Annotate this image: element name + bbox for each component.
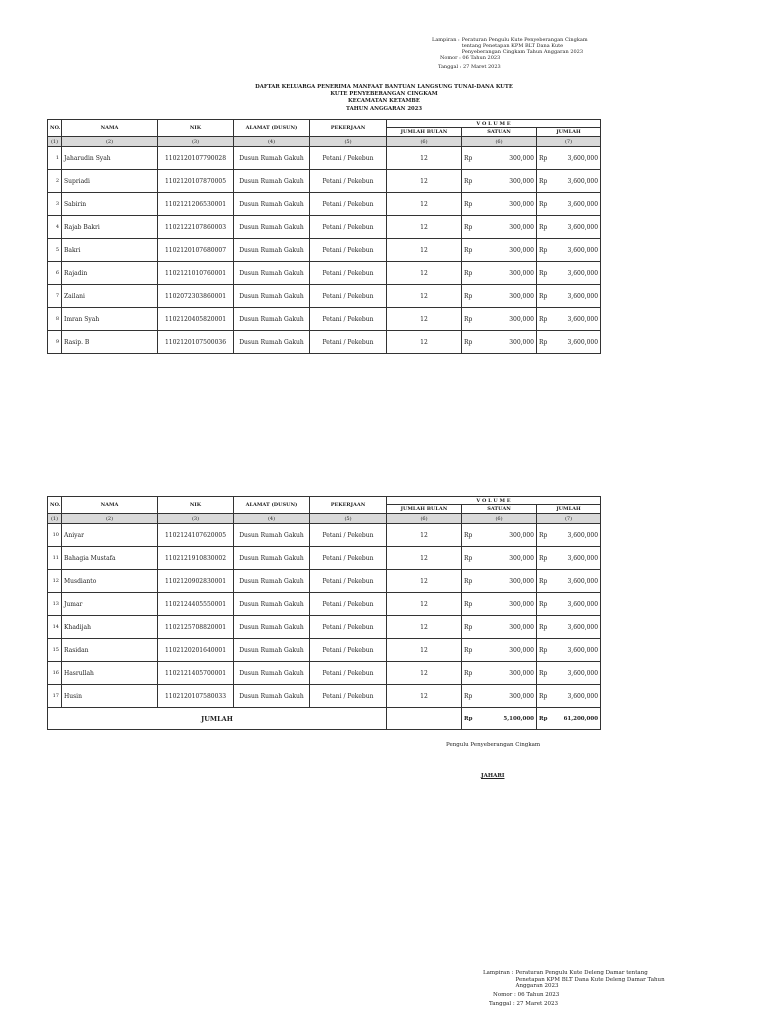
lampiran-label: Lampiran : (483, 970, 514, 976)
row-pekerjaan: Petani / Pekebun (310, 216, 387, 239)
row-jumlah-cell (537, 547, 601, 570)
row-nama: Supriadi (62, 170, 158, 193)
row-rp: Rp (539, 200, 548, 208)
col-jumlah-bulan: JUMLAH BULAN (387, 128, 462, 137)
num-label: (6) (387, 137, 462, 147)
row-no: 9 (48, 331, 62, 354)
row-satuan: 300,000 (509, 292, 534, 300)
row-satuan: 300,000 (509, 692, 534, 700)
row-rp: Rp (539, 669, 548, 677)
row-satuan-cell (462, 524, 537, 547)
table-row (48, 616, 601, 639)
row-satuan-cell (462, 147, 537, 170)
row-pekerjaan: Petani / Pekebun (310, 570, 387, 593)
row-bulan: 12 (387, 547, 462, 570)
table-row (48, 170, 601, 193)
row-nama: Rasip. B (62, 331, 158, 354)
total-row (48, 708, 601, 730)
row-jumlah-cell (537, 662, 601, 685)
row-rp: Rp (539, 646, 548, 654)
row-bulan: 12 (387, 147, 462, 170)
row-alamat: Dusun Rumah Gakuh (234, 193, 310, 216)
row-satuan-cell (462, 570, 537, 593)
row-nama: Jaharudin Syah (62, 147, 158, 170)
num-label: (4) (234, 137, 310, 147)
column-number-row (48, 514, 601, 524)
table-row (48, 193, 601, 216)
row-rp: Rp (539, 600, 548, 608)
row-pekerjaan: Petani / Pekebun (310, 239, 387, 262)
row-no: 16 (48, 662, 62, 685)
row-satuan: 300,000 (509, 600, 534, 608)
row-satuan-cell (462, 685, 537, 708)
row-bulan: 12 (387, 285, 462, 308)
row-no: 5 (48, 239, 62, 262)
row-alamat: Dusun Rumah Gakuh (234, 308, 310, 331)
row-jumlah-cell (537, 216, 601, 239)
row-nama: Bakri (62, 239, 158, 262)
row-jumlah: 3,600,000 (567, 554, 599, 562)
row-bulan: 12 (387, 685, 462, 708)
num-label: (6) (387, 514, 462, 524)
column-number-row (48, 137, 601, 147)
row-alamat: Dusun Rumah Gakuh (234, 616, 310, 639)
row-satuan: 300,000 (509, 154, 534, 162)
signature-title: Pengulu Penyeberangan Cingkam (446, 742, 541, 748)
row-rp: Rp (464, 623, 473, 631)
row-jumlah-cell (537, 239, 601, 262)
table-row (48, 262, 601, 285)
row-rp: Rp (464, 154, 473, 162)
row-nama: Rasidan (62, 639, 158, 662)
total-jumlah-cell (537, 708, 601, 730)
row-rp: Rp (464, 669, 473, 677)
row-nik: 1102125708820001 (158, 616, 234, 639)
row-jumlah: 3,600,000 (567, 200, 599, 208)
num-label: (7) (537, 137, 601, 147)
row-satuan: 300,000 (509, 623, 534, 631)
row-alamat: Dusun Rumah Gakuh (234, 262, 310, 285)
num-label: (5) (310, 514, 387, 524)
num-label: (3) (158, 514, 234, 524)
total-rp-1: Rp (464, 715, 473, 722)
row-pekerjaan: Petani / Pekebun (310, 547, 387, 570)
row-satuan-cell (462, 285, 537, 308)
row-no: 7 (48, 285, 62, 308)
num-label: (7) (537, 514, 601, 524)
tanggal-text: Tanggal : 27 Maret 2023 (489, 1001, 558, 1007)
table-row (48, 331, 601, 354)
row-pekerjaan: Petani / Pekebun (310, 331, 387, 354)
row-nik: 1102120107790028 (158, 147, 234, 170)
row-rp: Rp (539, 577, 548, 585)
row-satuan-cell (462, 239, 537, 262)
row-satuan-cell (462, 216, 537, 239)
total-jumlah: 61,200,000 (563, 715, 599, 722)
col-volume: V O L U M E (387, 497, 601, 505)
num-label: (4) (234, 514, 310, 524)
row-pekerjaan: Petani / Pekebun (310, 639, 387, 662)
row-rp: Rp (539, 692, 548, 700)
row-jumlah: 3,600,000 (567, 600, 599, 608)
row-rp: Rp (464, 600, 473, 608)
row-rp: Rp (539, 292, 548, 300)
col-jumlah: JUMLAH (537, 505, 601, 514)
num-label: (6) (462, 137, 537, 147)
row-nama: Husin (62, 685, 158, 708)
row-satuan: 300,000 (509, 269, 534, 277)
col-jumlah: JUMLAH (537, 128, 601, 137)
table-row (48, 147, 601, 170)
doc-village: KUTE PENYEBERANGAN CINGKAM (330, 91, 438, 97)
row-jumlah: 3,600,000 (567, 177, 599, 185)
row-nama: Musdianto (62, 570, 158, 593)
row-alamat: Dusun Rumah Gakuh (234, 524, 310, 547)
col-nik: NIK (158, 497, 234, 514)
row-bulan: 12 (387, 662, 462, 685)
col-nik: NIK (158, 120, 234, 137)
row-jumlah: 3,600,000 (567, 338, 599, 346)
table-row (48, 639, 601, 662)
table-row (48, 524, 601, 547)
row-nama: Rajab Bakri (62, 216, 158, 239)
col-no: NO. (48, 120, 62, 137)
row-rp: Rp (539, 269, 548, 277)
row-jumlah-cell (537, 616, 601, 639)
col-satuan: SATUAN (462, 128, 537, 137)
row-nama: Aniyar (62, 524, 158, 547)
row-nik: 1102121405700001 (158, 662, 234, 685)
row-pekerjaan: Petani / Pekebun (310, 308, 387, 331)
table-row (48, 285, 601, 308)
row-satuan: 300,000 (509, 531, 534, 539)
row-nama: Imran Syah (62, 308, 158, 331)
table-row (48, 547, 601, 570)
doc-year: TAHUN ANGGARAN 2023 (345, 106, 423, 112)
num-label: (1) (48, 514, 62, 524)
total-satuan: 5,100,000 (503, 715, 534, 722)
table-row (48, 662, 601, 685)
row-alamat: Dusun Rumah Gakuh (234, 570, 310, 593)
row-bulan: 12 (387, 239, 462, 262)
row-alamat: Dusun Rumah Gakuh (234, 239, 310, 262)
row-no: 13 (48, 593, 62, 616)
row-pekerjaan: Petani / Pekebun (310, 685, 387, 708)
row-satuan-cell (462, 193, 537, 216)
row-no: 12 (48, 570, 62, 593)
col-alamat: ALAMAT (DUSUN) (234, 497, 310, 514)
row-no: 10 (48, 524, 62, 547)
row-jumlah: 3,600,000 (567, 692, 599, 700)
row-bulan: 12 (387, 524, 462, 547)
row-bulan: 12 (387, 308, 462, 331)
row-no: 6 (48, 262, 62, 285)
nomor-text: Nomor : 06 Tahun 2023 (493, 991, 560, 998)
row-pekerjaan: Petani / Pekebun (310, 262, 387, 285)
row-rp: Rp (539, 315, 548, 323)
total-bulan-cell (387, 708, 462, 730)
row-pekerjaan: Petani / Pekebun (310, 616, 387, 639)
row-jumlah: 3,600,000 (567, 269, 599, 277)
row-no: 4 (48, 216, 62, 239)
row-nik: 1102072303860001 (158, 285, 234, 308)
num-label: (2) (62, 137, 158, 147)
beneficiary-table-2 (47, 496, 601, 730)
row-nik: 1102120107580033 (158, 685, 234, 708)
row-nama: Sabirin (62, 193, 158, 216)
row-rp: Rp (464, 292, 473, 300)
row-jumlah-cell (537, 285, 601, 308)
beneficiary-table-1 (47, 119, 601, 354)
row-rp: Rp (539, 154, 548, 162)
col-nama: NAMA (62, 120, 158, 137)
nomor-text: Nomor : 06 Tahun 2023 (440, 55, 501, 61)
row-rp: Rp (464, 223, 473, 231)
row-no: 17 (48, 685, 62, 708)
row-satuan: 300,000 (509, 554, 534, 562)
row-rp: Rp (539, 531, 548, 539)
col-alamat: ALAMAT (DUSUN) (234, 120, 310, 137)
row-bulan: 12 (387, 616, 462, 639)
row-no: 8 (48, 308, 62, 331)
row-jumlah-cell (537, 639, 601, 662)
row-jumlah: 3,600,000 (567, 669, 599, 677)
row-satuan-cell (462, 616, 537, 639)
row-no: 11 (48, 547, 62, 570)
row-alamat: Dusun Rumah Gakuh (234, 662, 310, 685)
row-satuan: 300,000 (509, 646, 534, 654)
col-nama: NAMA (62, 497, 158, 514)
row-pekerjaan: Petani / Pekebun (310, 193, 387, 216)
signature-name: JAHARI (481, 773, 505, 779)
row-nik: 1102120107680007 (158, 239, 234, 262)
row-nik: 1102120405820001 (158, 308, 234, 331)
num-label: (5) (310, 137, 387, 147)
row-rp: Rp (539, 338, 548, 346)
row-nik: 1102124405550001 (158, 593, 234, 616)
num-label: (3) (158, 137, 234, 147)
row-rp: Rp (464, 246, 473, 254)
row-jumlah-cell (537, 262, 601, 285)
row-bulan: 12 (387, 570, 462, 593)
row-nama: Khadijah (62, 616, 158, 639)
row-satuan-cell (462, 308, 537, 331)
row-alamat: Dusun Rumah Gakuh (234, 285, 310, 308)
row-jumlah-cell (537, 193, 601, 216)
col-pekerjaan: PEKERJAAN (310, 497, 387, 514)
row-satuan-cell (462, 662, 537, 685)
row-satuan: 300,000 (509, 338, 534, 346)
lampiran-note-bottom (483, 970, 673, 1008)
row-jumlah-cell (537, 593, 601, 616)
lampiran-note-top (432, 37, 602, 70)
row-bulan: 12 (387, 193, 462, 216)
table-row (48, 308, 601, 331)
row-satuan: 300,000 (509, 200, 534, 208)
lampiran-label: Lampiran : (432, 37, 460, 43)
table-row (48, 570, 601, 593)
num-label: (1) (48, 137, 62, 147)
row-pekerjaan: Petani / Pekebun (310, 170, 387, 193)
row-nik: 1102121010760001 (158, 262, 234, 285)
row-bulan: 12 (387, 639, 462, 662)
num-label: (2) (62, 514, 158, 524)
row-nik: 1102120902830001 (158, 570, 234, 593)
doc-district: KECAMATAN KETAMBE (348, 98, 420, 104)
row-satuan: 300,000 (509, 177, 534, 185)
col-no: NO. (48, 497, 62, 514)
row-jumlah-cell (537, 308, 601, 331)
table-row (48, 593, 601, 616)
row-rp: Rp (464, 692, 473, 700)
row-satuan-cell (462, 639, 537, 662)
row-jumlah-cell (537, 570, 601, 593)
row-satuan-cell (462, 547, 537, 570)
row-nama: Hasrullah (62, 662, 158, 685)
col-volume: V O L U M E (387, 120, 601, 128)
row-jumlah: 3,600,000 (567, 646, 599, 654)
table-row (48, 216, 601, 239)
row-satuan-cell (462, 170, 537, 193)
row-jumlah: 3,600,000 (567, 531, 599, 539)
row-nik: 1102120107500036 (158, 331, 234, 354)
row-bulan: 12 (387, 216, 462, 239)
row-pekerjaan: Petani / Pekebun (310, 593, 387, 616)
row-pekerjaan: Petani / Pekebun (310, 285, 387, 308)
row-rp: Rp (464, 200, 473, 208)
row-rp: Rp (464, 177, 473, 185)
row-rp: Rp (464, 315, 473, 323)
row-jumlah-cell (537, 524, 601, 547)
row-rp: Rp (464, 577, 473, 585)
row-satuan: 300,000 (509, 669, 534, 677)
doc-title: DAFTAR KELUARGA PENERIMA MANFAAT BANTUAN LANGSUNG TUNAI-DANA KUTE (255, 84, 513, 90)
row-satuan: 300,000 (509, 315, 534, 323)
row-jumlah: 3,600,000 (567, 154, 599, 162)
row-satuan: 300,000 (509, 223, 534, 231)
row-nik: 1102122107860003 (158, 216, 234, 239)
row-rp: Rp (539, 246, 548, 254)
lampiran-text: Peraturan Pengulu Kute Deleng Damar tentang Penetapan KPM BLT Dana Kute Deleng Damar Tahun Anggaran 2023 (515, 970, 665, 989)
row-alamat: Dusun Rumah Gakuh (234, 216, 310, 239)
total-satuan-cell (462, 708, 537, 730)
row-jumlah: 3,600,000 (567, 292, 599, 300)
row-nama: Rajadin (62, 262, 158, 285)
row-rp: Rp (539, 623, 548, 631)
row-jumlah-cell (537, 170, 601, 193)
row-jumlah-cell (537, 331, 601, 354)
table-row (48, 685, 601, 708)
row-satuan-cell (462, 262, 537, 285)
row-satuan-cell (462, 593, 537, 616)
table-row (48, 239, 601, 262)
row-alamat: Dusun Rumah Gakuh (234, 593, 310, 616)
row-pekerjaan: Petani / Pekebun (310, 147, 387, 170)
row-no: 15 (48, 639, 62, 662)
row-jumlah-cell (537, 685, 601, 708)
row-bulan: 12 (387, 331, 462, 354)
row-rp: Rp (464, 646, 473, 654)
row-pekerjaan: Petani / Pekebun (310, 524, 387, 547)
row-jumlah-cell (537, 147, 601, 170)
row-no: 2 (48, 170, 62, 193)
total-label: JUMLAH (48, 708, 387, 730)
row-nik: 1102120107870005 (158, 170, 234, 193)
row-jumlah: 3,600,000 (567, 577, 599, 585)
col-pekerjaan: PEKERJAAN (310, 120, 387, 137)
col-satuan: SATUAN (462, 505, 537, 514)
row-nama: Bahagia Mustafa (62, 547, 158, 570)
row-alamat: Dusun Rumah Gakuh (234, 331, 310, 354)
row-jumlah: 3,600,000 (567, 223, 599, 231)
row-alamat: Dusun Rumah Gakuh (234, 547, 310, 570)
row-rp: Rp (539, 177, 548, 185)
num-label: (6) (462, 514, 537, 524)
row-rp: Rp (464, 338, 473, 346)
row-nik: 1102121206530001 (158, 193, 234, 216)
row-jumlah: 3,600,000 (567, 315, 599, 323)
row-rp: Rp (464, 531, 473, 539)
row-nama: Jumar (62, 593, 158, 616)
row-satuan: 300,000 (509, 577, 534, 585)
row-rp: Rp (539, 223, 548, 231)
row-rp: Rp (464, 269, 473, 277)
row-satuan-cell (462, 331, 537, 354)
row-pekerjaan: Petani / Pekebun (310, 662, 387, 685)
row-no: 1 (48, 147, 62, 170)
row-no: 14 (48, 616, 62, 639)
row-nik: 1102121910830002 (158, 547, 234, 570)
row-nik: 1102124107620005 (158, 524, 234, 547)
total-rp-2: Rp (539, 715, 548, 722)
tanggal-text: Tanggal : 27 Maret 2023 (438, 64, 501, 70)
row-rp: Rp (539, 554, 548, 562)
col-jumlah-bulan: JUMLAH BULAN (387, 505, 462, 514)
row-rp: Rp (464, 554, 473, 562)
row-alamat: Dusun Rumah Gakuh (234, 685, 310, 708)
row-bulan: 12 (387, 170, 462, 193)
row-nik: 1102120201640001 (158, 639, 234, 662)
row-jumlah: 3,600,000 (567, 623, 599, 631)
row-bulan: 12 (387, 593, 462, 616)
row-alamat: Dusun Rumah Gakuh (234, 639, 310, 662)
row-satuan: 300,000 (509, 246, 534, 254)
row-alamat: Dusun Rumah Gakuh (234, 170, 310, 193)
lampiran-text: Peraturan Pengulu Kute Penyeberangan Cingkam tentang Penetapan KPM BLT Dana Kute Penyeberangan Cingkam Tahun Anggaran 2023 (461, 37, 588, 55)
row-nama: Zailani (62, 285, 158, 308)
row-no: 3 (48, 193, 62, 216)
row-bulan: 12 (387, 262, 462, 285)
row-jumlah: 3,600,000 (567, 246, 599, 254)
row-alamat: Dusun Rumah Gakuh (234, 147, 310, 170)
